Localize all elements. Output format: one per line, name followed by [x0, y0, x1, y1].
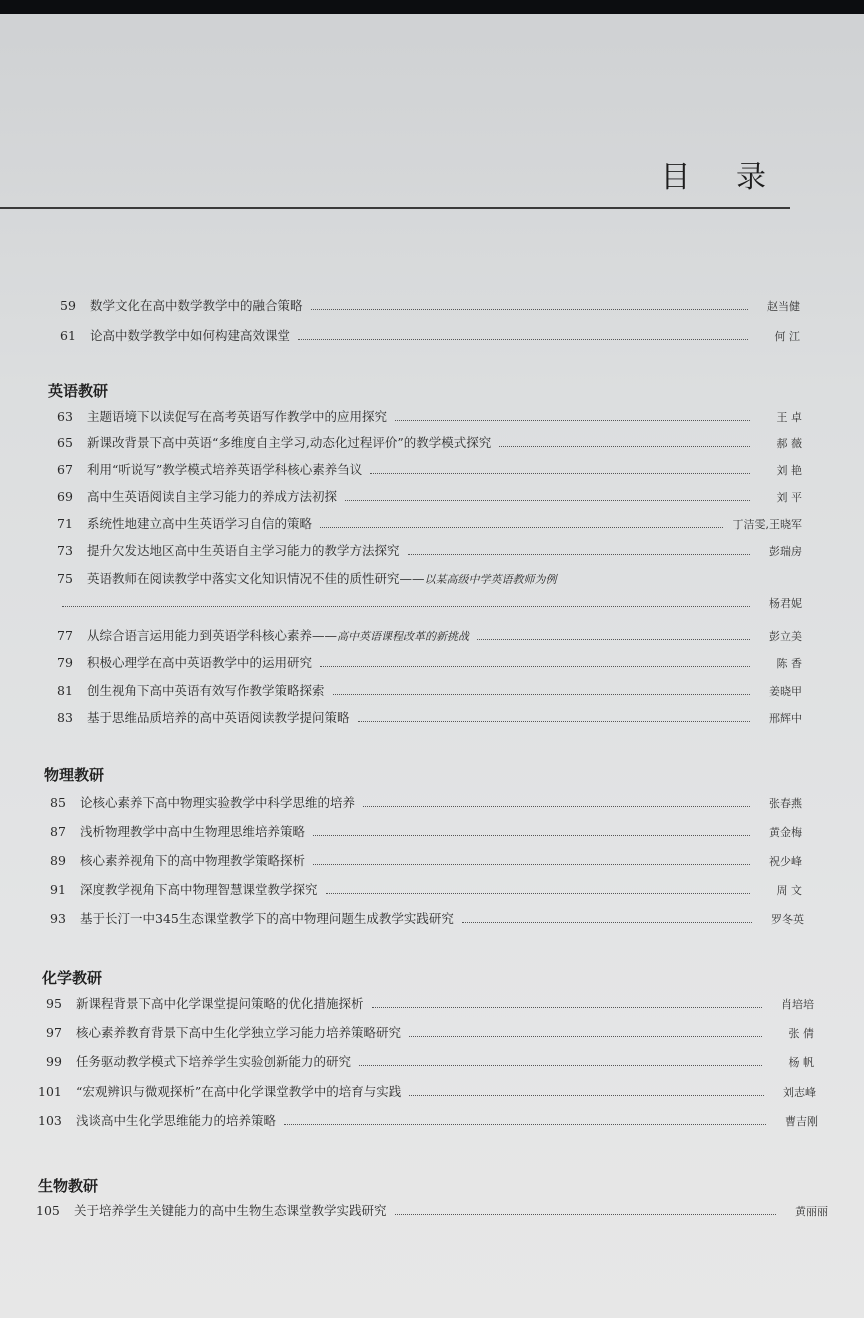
leader-dots — [311, 308, 748, 310]
entry-author: 邢辉中 — [769, 712, 802, 725]
entry-author: 王 卓 — [776, 411, 802, 424]
toc-entry — [46, 1023, 814, 1041]
toc-entry — [38, 1082, 816, 1100]
entry-title: 基于思维品质培养的高中英语阅读教学提问策略 — [87, 710, 350, 725]
leader-dots — [499, 445, 750, 447]
entry-title: 关于培养学生关键能力的高中生物生态课堂教学实践研究 — [74, 1203, 387, 1218]
entry-author: 张春燕 — [769, 797, 802, 810]
entry-title: 论核心素养下高中物理实验教学中科学思维的培养 — [80, 795, 356, 810]
entry-page: 79 — [57, 655, 73, 670]
leader-dots — [370, 472, 750, 474]
entry-title: “宏观辨识与微观探析”在高中化学课堂教学中的培育与实践 — [76, 1084, 402, 1099]
leader-dots — [395, 1213, 776, 1215]
top-dark-strip — [0, 0, 864, 14]
entry-title: 基于长汀一中345生态课堂教学下的高中物理问题生成教学实践研究 — [80, 911, 454, 926]
entry-author: 肖培培 — [781, 998, 814, 1011]
leader-dots — [320, 665, 750, 667]
entry-title: 创生视角下高中英语有效写作教学策略探索 — [87, 683, 325, 698]
entry-title: 英语教师在阅读教学中落实文化知识情况不佳的质性研究—— — [87, 571, 425, 586]
entry-author: 赵当健 — [767, 300, 800, 313]
entry-author: 黄丽丽 — [795, 1205, 828, 1218]
entry-author: 罗冬英 — [771, 913, 804, 926]
entry-author: 杨 帆 — [788, 1056, 814, 1069]
entry-page: 103 — [38, 1113, 62, 1128]
entry-author: 陈 香 — [776, 657, 802, 670]
toc-entry — [50, 909, 804, 927]
section-title-chemistry: 化学教研 — [42, 969, 103, 987]
entry-title: 浅析物理教学中高中生物理思维培养策略 — [80, 824, 306, 839]
leader-dots — [409, 1094, 764, 1096]
entry-page: 63 — [57, 409, 73, 424]
entry-title: 主题语境下以读促写在高考英语写作教学中的应用探究 — [87, 409, 388, 424]
toc-entry — [57, 626, 802, 644]
leader-dots — [358, 720, 750, 722]
toc-entry — [57, 514, 802, 532]
toc-entry — [60, 296, 800, 314]
leader-dots — [477, 638, 750, 640]
toc-entry — [57, 433, 802, 451]
entry-page: 85 — [50, 795, 66, 810]
entry-author: 姜晓甲 — [769, 685, 802, 698]
entry-page: 105 — [36, 1203, 60, 1218]
toc-entry — [57, 407, 802, 425]
entry-page: 73 — [57, 543, 73, 558]
entry-title: 浅谈高中生化学思维能力的培养策略 — [76, 1113, 277, 1128]
leader-dots — [345, 499, 750, 501]
entry-page: 59 — [60, 298, 76, 313]
entry-title: 从综合语言运用能力到英语学科核心素养—— — [87, 628, 338, 643]
entry-subtitle: 高中英语课程改革的新挑战 — [337, 630, 470, 643]
entry-page: 61 — [60, 328, 76, 343]
entry-page: 65 — [57, 435, 73, 450]
toc-entry — [57, 681, 802, 699]
toc-entry — [50, 822, 802, 840]
entry-page: 99 — [46, 1054, 62, 1069]
leader-dots — [62, 605, 750, 607]
entry-page: 91 — [50, 882, 66, 897]
entry-page: 83 — [57, 710, 73, 725]
leader-dots — [409, 1035, 762, 1037]
entry-title: 提升欠发达地区高中生英语自主学习能力的教学方法探究 — [87, 543, 400, 558]
leader-dots — [372, 1006, 762, 1008]
section-title-physics: 物理教研 — [44, 766, 105, 784]
toc-entry — [50, 851, 802, 869]
section-title-english: 英语教研 — [48, 382, 109, 400]
entry-title: 新课程背景下高中化学课堂提问策略的优化措施探析 — [76, 996, 364, 1011]
entry-author: 曹吉刚 — [785, 1115, 818, 1128]
entry-page: 69 — [57, 489, 73, 504]
entry-author: 彭立美 — [769, 630, 802, 643]
toc-entry — [46, 1052, 814, 1070]
entry-page: 89 — [50, 853, 66, 868]
entry-author: 张 倩 — [788, 1027, 814, 1040]
entry-title: 新课改背景下高中英语“多维度自主学习,动态化过程评价”的教学模式探究 — [87, 435, 492, 450]
toc-entry — [50, 880, 802, 898]
toc-entry — [46, 994, 814, 1012]
entry-author: 刘 艳 — [776, 464, 802, 477]
entry-title: 核心素养视角下的高中物理教学策略探析 — [80, 853, 306, 868]
leader-dots — [462, 921, 752, 923]
entry-title: 积极心理学在高中英语教学中的运用研究 — [87, 655, 313, 670]
leader-dots — [320, 526, 722, 528]
leader-dots — [395, 419, 750, 421]
leader-dots — [408, 553, 750, 555]
toc-entry — [36, 1201, 828, 1219]
entry-page: 67 — [57, 462, 73, 477]
leader-dots — [363, 805, 750, 807]
entry-author: 黄金梅 — [769, 826, 802, 839]
page-title: 目 录 — [660, 160, 784, 195]
toc-entry — [60, 326, 800, 344]
entry-title: 核心素养教育背景下高中生化学独立学习能力培养策略研究 — [76, 1025, 402, 1040]
entry-page: 81 — [57, 683, 73, 698]
entry-page: 87 — [50, 824, 66, 839]
entry-page: 75 — [57, 571, 73, 586]
toc-entry — [57, 487, 802, 505]
entry-page: 93 — [50, 911, 66, 926]
toc-entry — [38, 1111, 818, 1129]
leader-dots — [333, 693, 750, 695]
entry-page: 77 — [57, 628, 73, 643]
toc-entry — [57, 708, 802, 726]
leader-dots — [359, 1064, 762, 1066]
leader-dots — [284, 1123, 766, 1125]
toc-entry-continuation — [62, 595, 802, 611]
toc-entry — [57, 460, 802, 478]
entry-author: 丁洁雯,王晓军 — [732, 518, 802, 531]
toc-entry — [57, 541, 802, 559]
entry-author: 彭瑞房 — [769, 545, 802, 558]
entry-author: 何 江 — [774, 330, 800, 343]
section-title-biology: 生物教研 — [38, 1177, 99, 1195]
entry-title: 论高中数学教学中如何构建高效课堂 — [90, 328, 291, 343]
entry-title: 深度教学视角下高中物理智慧课堂教学探究 — [80, 882, 318, 897]
entry-title: 任务驱动教学模式下培养学生实验创新能力的研究 — [76, 1054, 352, 1069]
entry-page: 95 — [46, 996, 62, 1011]
entry-title: 数学文化在高中数学教学中的融合策略 — [90, 298, 303, 313]
entry-page: 97 — [46, 1025, 62, 1040]
leader-dots — [313, 834, 750, 836]
toc-entry — [50, 793, 802, 811]
leader-dots — [298, 338, 748, 340]
entry-author: 周 文 — [776, 884, 802, 897]
toc-entry — [57, 653, 802, 671]
entry-page: 101 — [38, 1084, 62, 1099]
entry-author: 杨君妮 — [769, 597, 802, 610]
leader-dots — [313, 863, 750, 865]
header-divider — [0, 207, 790, 209]
entry-title: 系统性地建立高中生英语学习自信的策略 — [87, 516, 313, 531]
entry-author: 祝少峰 — [769, 855, 802, 868]
entry-author: 刘 平 — [776, 491, 802, 504]
entry-title: 利用“听说写”教学模式培养英语学科核心素养刍议 — [87, 462, 363, 477]
entry-subtitle: 以某高级中学英语教师为例 — [424, 573, 557, 586]
leader-dots — [326, 892, 750, 894]
entry-author: 刘志峰 — [783, 1086, 816, 1099]
entry-author: 郝 薇 — [776, 437, 802, 450]
entry-title: 高中生英语阅读自主学习能力的养成方法初探 — [87, 489, 338, 504]
toc-entry — [57, 569, 802, 587]
entry-page: 71 — [57, 516, 73, 531]
